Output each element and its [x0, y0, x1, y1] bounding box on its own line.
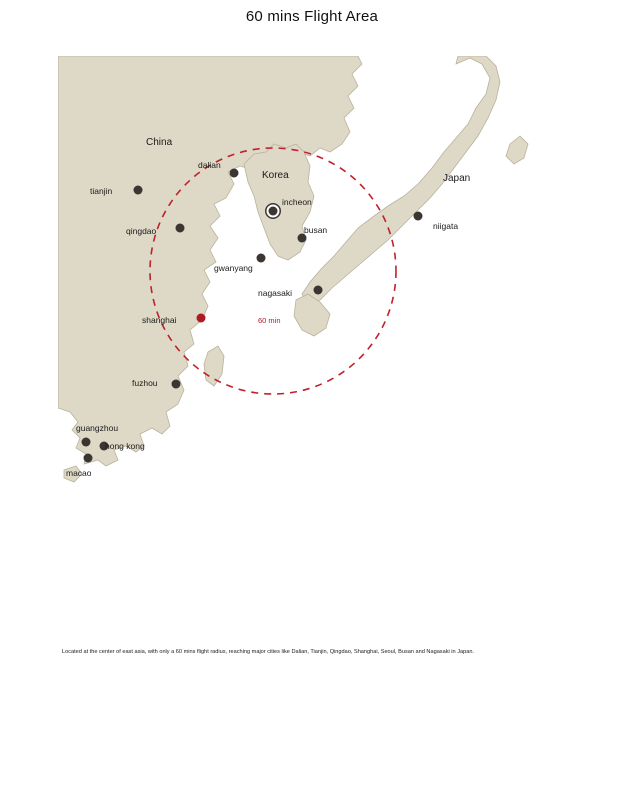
city-label-niigata: niigata: [433, 221, 459, 231]
city-dot-qingdao[interactable]: [176, 224, 185, 233]
city-label-dalian: dalian: [198, 160, 221, 170]
city-label-fuzhou: fuzhou: [132, 378, 158, 388]
city-dot-shanghai[interactable]: [197, 314, 206, 323]
city-label-busan: busan: [304, 225, 328, 235]
city-dot-niigata[interactable]: [414, 212, 423, 221]
city-label-hong-kong: hong kong: [105, 441, 145, 451]
city-label-gwanyang: gwanyang: [214, 263, 253, 273]
city-dot-dalian[interactable]: [230, 169, 239, 178]
city-label-shanghai: shanghai: [142, 315, 177, 325]
city-dot-fuzhou[interactable]: [172, 380, 181, 389]
city-label-macao: macao: [66, 468, 92, 478]
city-dot-tianjin[interactable]: [134, 186, 143, 195]
map-figure: [58, 56, 566, 626]
city-dot-guangzhou[interactable]: [82, 438, 91, 447]
city-dot-macao[interactable]: [84, 454, 93, 463]
city-label-incheon: incheon: [282, 197, 312, 207]
city-dot-gwanyang[interactable]: [257, 254, 266, 263]
region-label-korea: Korea: [262, 170, 289, 181]
city-dot-incheon[interactable]: [269, 207, 278, 216]
city-label-tianjin: tianjin: [90, 186, 113, 196]
page-title: 60 mins Flight Area: [245, 8, 379, 25]
city-label-nagasaki: nagasaki: [258, 288, 293, 298]
city-label-qingdao: qingdao: [126, 226, 157, 236]
map-canvas: [58, 56, 566, 626]
city-label-guangzhou: guangzhou: [76, 423, 119, 433]
radius-label: 60 min: [258, 316, 281, 325]
region-label-japan: Japan: [443, 173, 471, 184]
region-label-china: China: [146, 137, 173, 148]
city-dot-nagasaki[interactable]: [314, 286, 323, 295]
figure-caption: Located at the center of east asia, with only a 60 mins flight radius, reaching major cities like Dalian, Tianjin, Qingdao, Shanghai, Seoul, Busan and Nagasaki in Japan.: [62, 649, 475, 655]
